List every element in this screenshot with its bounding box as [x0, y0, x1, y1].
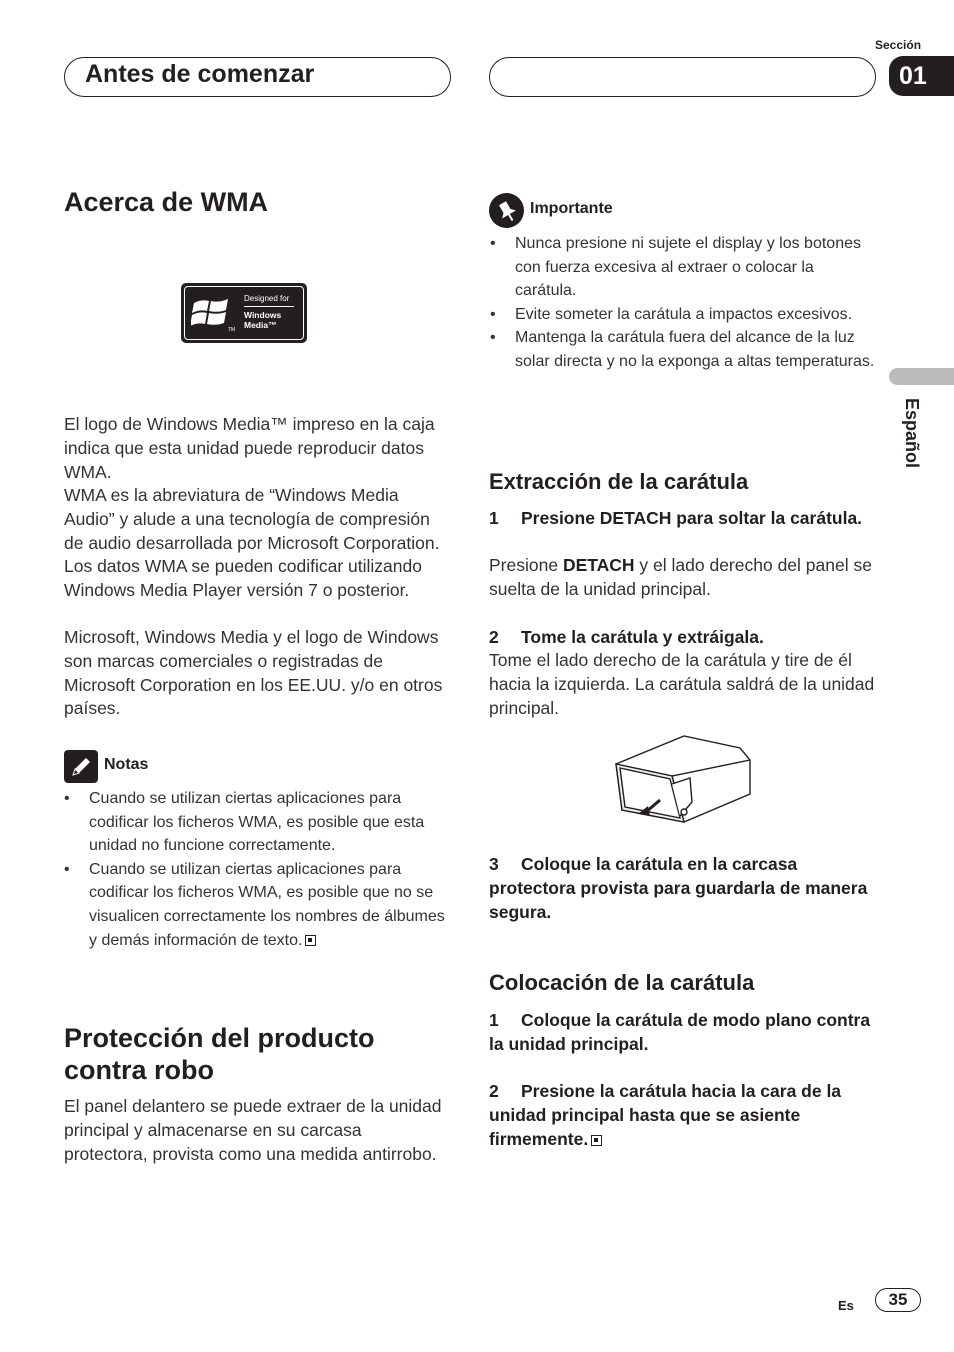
language-tab	[889, 368, 954, 385]
section-number: 01	[889, 56, 954, 96]
list-item: • Cuando se utilizan ciertas aplicaciones para codificar los ficheros WMA, es posible que esta unidad no funcione correctamente.	[64, 787, 450, 858]
page-title: Antes de comenzar	[85, 60, 315, 88]
wma-paragraph-2: WMA es la abreviatura de “Windows Media Audio” y alude a una tecnología de compresión de audio desarrollada por Microsoft Corporation. Los datos WMA se pueden codificar utilizando Windows Media Player versión 7 o posterior.	[64, 485, 440, 601]
theft-heading: Protección del producto contra robo	[64, 1023, 375, 1085]
important-list	[490, 232, 876, 374]
logo-tm: TM	[228, 327, 236, 333]
list-item: • Nunca presione ni sujete el display y los botones con fuerza excesiva al extraer o colocar la carátula.	[490, 232, 876, 303]
page-number: 35	[875, 1288, 921, 1312]
faceplate-removal-illustration	[612, 734, 754, 826]
attach-step-1: 1 Coloque la carátula de modo plano contra la unidad principal.	[489, 1010, 871, 1054]
logo-windows: Windows	[244, 310, 282, 320]
logo-media: Media™	[244, 320, 277, 330]
end-mark-icon	[305, 935, 316, 946]
removal-step-3: 3 Coloque la carátula en la carcasa protectora provista para guardarla de manera segura.	[489, 854, 868, 922]
windows-flag-icon	[191, 293, 231, 333]
removal-heading: Extracción de la carátula	[489, 469, 749, 494]
wma-heading: Acerca de WMA	[64, 187, 269, 217]
notes-icon	[64, 750, 98, 783]
wma-paragraph-3: Microsoft, Windows Media y el logo de Windows son marcas comerciales o registradas de Microsoft Corporation en los EE.UU. y/o en otros países.	[64, 627, 443, 719]
theft-paragraph: El panel delantero se puede extraer de la unidad principal y almacenarse en su carcasa protectora, provista como una medida antirrobo.	[64, 1096, 442, 1164]
list-item: • Cuando se utilizan ciertas aplicaciones para codificar los ficheros WMA, es posible que no se visualicen correctamente los nombres de álbumes y demás información de texto.	[64, 858, 450, 952]
header-empty-frame	[489, 57, 876, 97]
language-label: Español	[902, 398, 922, 469]
notes-list	[64, 787, 450, 952]
logo-designed-for: Designed for	[244, 294, 290, 303]
notes-title: Notas	[104, 756, 149, 773]
end-mark-icon	[591, 1135, 602, 1146]
list-item: • Evite someter la carátula a impactos excesivos.	[490, 303, 876, 327]
removal-step-2: 2 Tome la carátula y extráigala.	[489, 627, 764, 647]
wma-paragraph-1: El logo de Windows Media™ impreso en la caja indica que esta unidad puede reproducir datos WMA.	[64, 414, 435, 482]
removal-step-2-body: Tome el lado derecho de la carátula y tire de él hacia la izquierda. La carátula saldrá de la unidad principal.	[489, 650, 875, 718]
removal-step-1-body: Presione DETACH y el lado derecho del panel se suelta de la unidad principal.	[489, 555, 872, 599]
list-item: • Mantenga la carátula fuera del alcance de la luz solar directa y no la exponga a altas temperaturas.	[490, 326, 876, 373]
removal-step-1: 1 Presione DETACH para soltar la carátula.	[489, 508, 863, 528]
important-title: Importante	[530, 200, 613, 217]
attach-heading: Colocación de la carátula	[489, 970, 755, 995]
footer-language: Es	[838, 1298, 854, 1313]
windows-media-logo	[181, 283, 307, 343]
attach-step-2: 2 Presione la carátula hacia la cara de la unidad principal hasta que se asiente firmemente.	[489, 1081, 842, 1149]
important-icon	[489, 193, 524, 228]
section-label: Sección	[875, 38, 922, 52]
